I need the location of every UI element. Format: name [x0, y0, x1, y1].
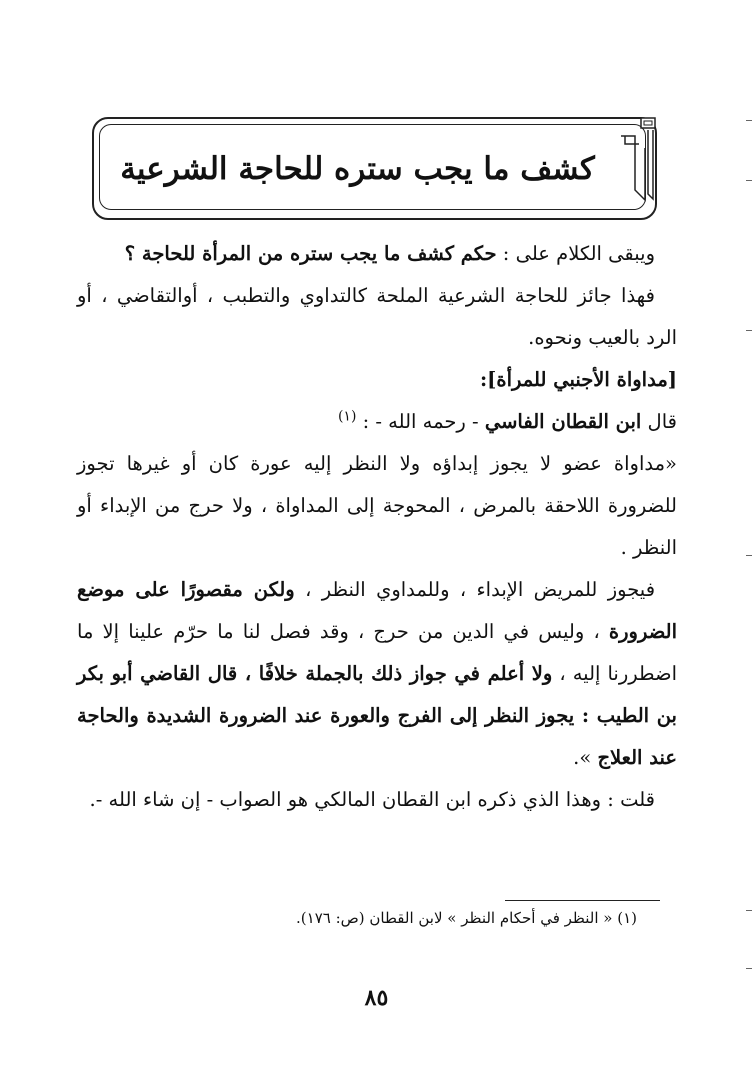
footnote-ref: (١): [337, 408, 357, 425]
section-heading: [77, 359, 677, 401]
section-heading-text: [مداواة الأجنبي للمرأة]:: [479, 368, 677, 391]
footnote: (١) « النظر في أحكام النظر » لابن القطان (ص: ١٧٦).: [296, 909, 637, 927]
scholar-name: ابن القطان الفاسي: [484, 410, 642, 433]
quote-continuation: [77, 569, 677, 779]
intro-text: ويبقى الكلام على :: [496, 242, 655, 265]
quote-text-c: ، وليس في الدين من حرج ، وقد فصل لنا ما حرّم علينا إلا ما اضطررنا إليه ،: [77, 620, 677, 685]
intro-paragraph: [77, 233, 677, 275]
attribution-paragraph: [77, 401, 677, 443]
main-text: [77, 233, 677, 821]
scan-edge-mark: [746, 120, 752, 121]
scan-edge-mark: [746, 555, 752, 556]
quote-bold-b: ولكن مقصورًا على موضع الضرورة: [77, 578, 677, 643]
conclusion-paragraph: قلت : وهذا الذي ذكره ابن القطان المالكي هو الصواب - إن شاء الله -.: [89, 788, 655, 811]
quote-end: ».: [573, 746, 598, 769]
title-frame: [99, 124, 646, 210]
quote-text-a: فيجوز للمريض الإبداء ، وللمداوي النظر ،: [294, 578, 656, 601]
scan-edge-mark: [746, 180, 752, 181]
ruling-paragraph: فهذا جائز للحاجة الشرعية الملحة كالتداوي والتطبب ، أوالتقاضي ، أو الرد بالعيب ونحوه.: [77, 284, 677, 349]
corner-ornament-icon: [615, 114, 659, 204]
scan-edge-mark: [746, 910, 752, 911]
attribution-suffix: - رحمه الله - :: [362, 410, 485, 433]
quote-paragraph: «مداواة عضو لا يجوز إبداؤه ولا النظر إليه عورة كان أو غيرها تجوز للضرورة اللاحقة بالمرض ، المحوجة إلى المداواة ، ولا حرج من الإبداء أو النظر .: [77, 452, 677, 559]
quote-bold-d: ولا أعلم في جواز ذلك بالجملة خلافًا ، قال القاضي أبو بكر بن الطيب : يجوز النظر إلى الفرج والعورة عند الضرورة الشديدة والحاجة عند العلاج: [77, 662, 677, 769]
intro-question: حكم كشف ما يجب ستره من المرأة للحاجة ؟: [124, 242, 497, 265]
footnote-separator: [505, 900, 660, 901]
page-number: ٨٥: [364, 985, 389, 1011]
attribution-prefix: قال: [641, 410, 677, 433]
scan-edge-mark: [746, 330, 752, 331]
chapter-title: كشف ما يجب ستره للحاجة الشرعية: [120, 151, 595, 187]
scan-edge-mark: [746, 968, 752, 969]
